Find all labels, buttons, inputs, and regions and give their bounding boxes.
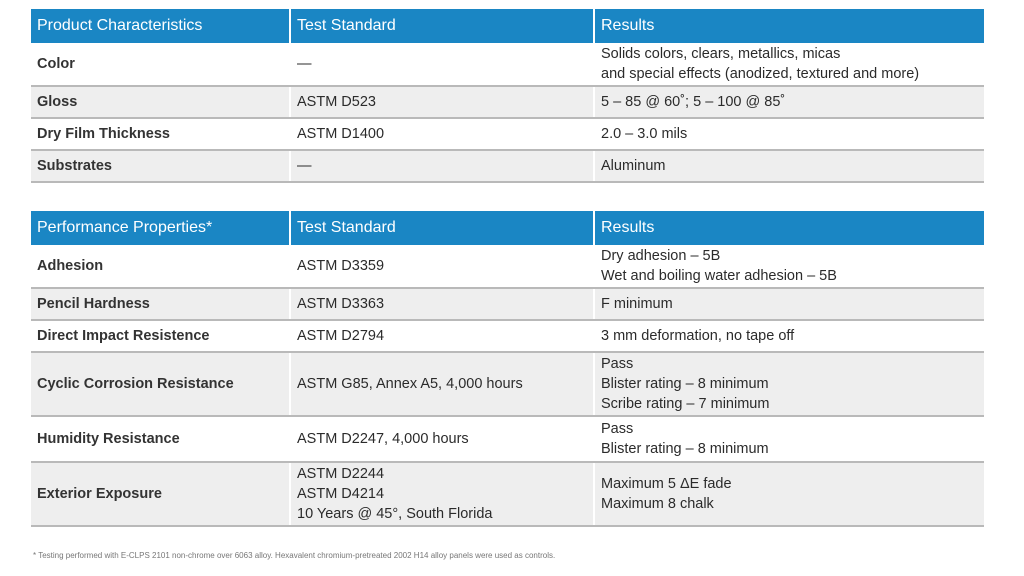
- results-cell: Solids colors, clears, metallics, micas and special effects (anodized, textured and more): [594, 43, 984, 86]
- results-cell: Dry adhesion – 5B Wet and boiling water adhesion – 5B: [594, 245, 984, 288]
- column-header-results: Results: [594, 211, 984, 245]
- table-row: [31, 416, 984, 462]
- table-row: [31, 288, 984, 320]
- results-cell: Pass Blister rating – 8 minimum Scribe rating – 7 minimum: [594, 352, 984, 416]
- table-header-row: [31, 211, 984, 245]
- property-cell: Humidity Resistance: [31, 416, 290, 462]
- property-cell: Exterior Exposure: [31, 462, 290, 526]
- standard-cell: ASTM D3359: [290, 245, 594, 288]
- results-cell: F minimum: [594, 288, 984, 320]
- standard-cell: ASTM G85, Annex A5, 4,000 hours: [290, 352, 594, 416]
- property-cell: Dry Film Thickness: [31, 118, 290, 150]
- table-row: [31, 462, 984, 526]
- table-row: [31, 245, 984, 288]
- results-cell: 5 – 85 @ 60˚; 5 – 100 @ 85˚: [594, 86, 984, 118]
- standard-cell: —: [290, 150, 594, 182]
- column-header-standard: Test Standard: [290, 9, 594, 43]
- property-cell: Direct Impact Resistence: [31, 320, 290, 352]
- results-cell: 3 mm deformation, no tape off: [594, 320, 984, 352]
- results-cell: Aluminum: [594, 150, 984, 182]
- table-row: [31, 43, 984, 86]
- standard-cell: ASTM D523: [290, 86, 594, 118]
- standard-cell: ASTM D2794: [290, 320, 594, 352]
- column-header-property: Performance Properties*: [31, 211, 290, 245]
- standard-cell: ASTM D1400: [290, 118, 594, 150]
- property-cell: Substrates: [31, 150, 290, 182]
- column-header-standard: Test Standard: [290, 211, 594, 245]
- standard-cell: ASTM D3363: [290, 288, 594, 320]
- table-row: [31, 150, 984, 182]
- property-cell: Pencil Hardness: [31, 288, 290, 320]
- performance-properties-table: [31, 211, 984, 527]
- product-characteristics-table: [31, 9, 984, 183]
- property-cell: Gloss: [31, 86, 290, 118]
- property-cell: Color: [31, 43, 290, 86]
- table-header-row: [31, 9, 984, 43]
- footnote: * Testing performed with E-CLPS 2101 non-chrome over 6063 alloy. Hexavalent chromium-pretreated 2002 H14 alloy panels were used as controls.: [33, 551, 556, 560]
- column-header-property: Product Characteristics: [31, 9, 290, 43]
- results-cell: 2.0 – 3.0 mils: [594, 118, 984, 150]
- table-row: [31, 352, 984, 416]
- table-row: [31, 320, 984, 352]
- table-row: [31, 118, 984, 150]
- standard-cell: —: [290, 43, 594, 86]
- property-cell: Cyclic Corrosion Resistance: [31, 352, 290, 416]
- column-header-results: Results: [594, 9, 984, 43]
- table-row: [31, 86, 984, 118]
- results-cell: Maximum 5 ΔE fade Maximum 8 chalk: [594, 462, 984, 526]
- property-cell: Adhesion: [31, 245, 290, 288]
- standard-cell: ASTM D2244 ASTM D4214 10 Years @ 45°, South Florida: [290, 462, 594, 526]
- standard-cell: ASTM D2247, 4,000 hours: [290, 416, 594, 462]
- results-cell: Pass Blister rating – 8 minimum: [594, 416, 984, 462]
